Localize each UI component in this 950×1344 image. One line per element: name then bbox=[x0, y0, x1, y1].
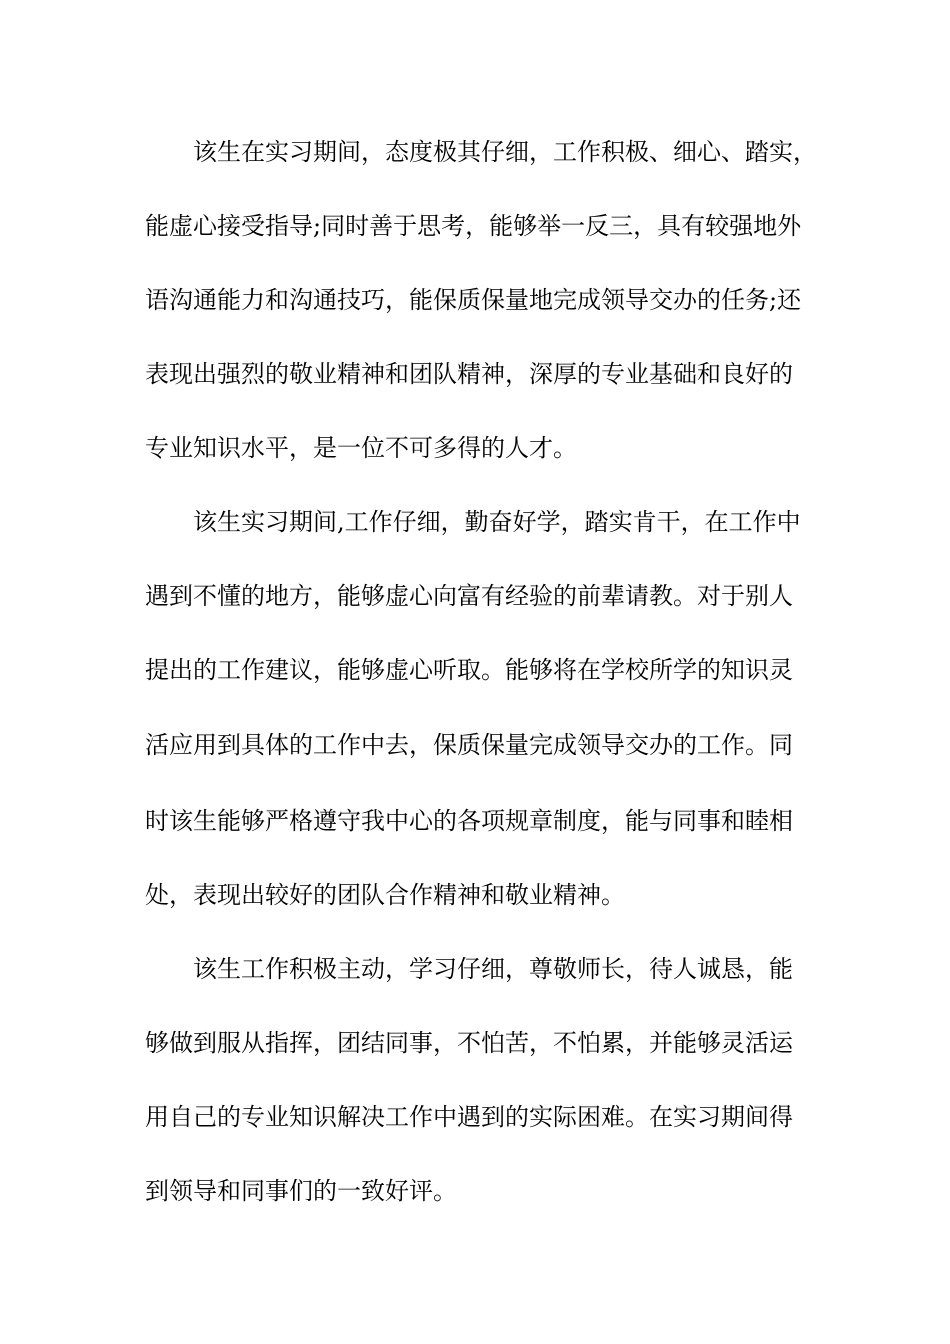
paragraph-3-line-2: 够做到服从指挥，团结同事，不怕苦，不怕累，并能够灵活运 bbox=[145, 1029, 793, 1057]
paragraph-3-line-1: 该生工作积极主动，学习仔细，尊敬师长，待人诚恳，能 bbox=[145, 955, 793, 983]
paragraph-1-line-5: 专业知识水平，是一位不可多得的人才。 bbox=[145, 434, 577, 462]
paragraph-3-line-4: 到领导和同事们的一致好评。 bbox=[145, 1177, 457, 1205]
paragraph-2-line-5: 时该生能够严格遵守我中心的各项规章制度，能与同事和睦相 bbox=[145, 807, 793, 835]
paragraph-3-line-3: 用自己的专业知识解决工作中遇到的实际困难。在实习期间得 bbox=[145, 1103, 793, 1131]
paragraph-2-line-3: 提出的工作建议，能够虚心听取。能够将在学校所学的知识灵 bbox=[145, 656, 793, 684]
paragraph-1-line-3: 语沟通能力和沟通技巧，能保质保量地完成领导交办的任务;还 bbox=[145, 286, 802, 314]
paragraph-1-line-4: 表现出强烈的敬业精神和团队精神，深厚的专业基础和良好的 bbox=[145, 360, 793, 388]
paragraph-1-line-2: 能虚心接受指导;同时善于思考，能够举一反三，具有较强地外 bbox=[145, 212, 802, 240]
paragraph-2-line-1: 该生实习期间,工作仔细，勤奋好学，踏实肯干，在工作中 bbox=[145, 508, 801, 536]
paragraph-2-line-4: 活应用到具体的工作中去，保质保量完成领导交办的工作。同 bbox=[145, 731, 793, 759]
paragraph-2-line-2: 遇到不懂的地方，能够虚心向富有经验的前辈请教。对于别人 bbox=[145, 582, 793, 610]
paragraph-1-line-1: 该生在实习期间，态度极其仔细，工作积极、细心、踏实， bbox=[145, 138, 817, 166]
paragraph-2-line-6: 处，表现出较好的团队合作精神和敬业精神。 bbox=[145, 881, 625, 909]
